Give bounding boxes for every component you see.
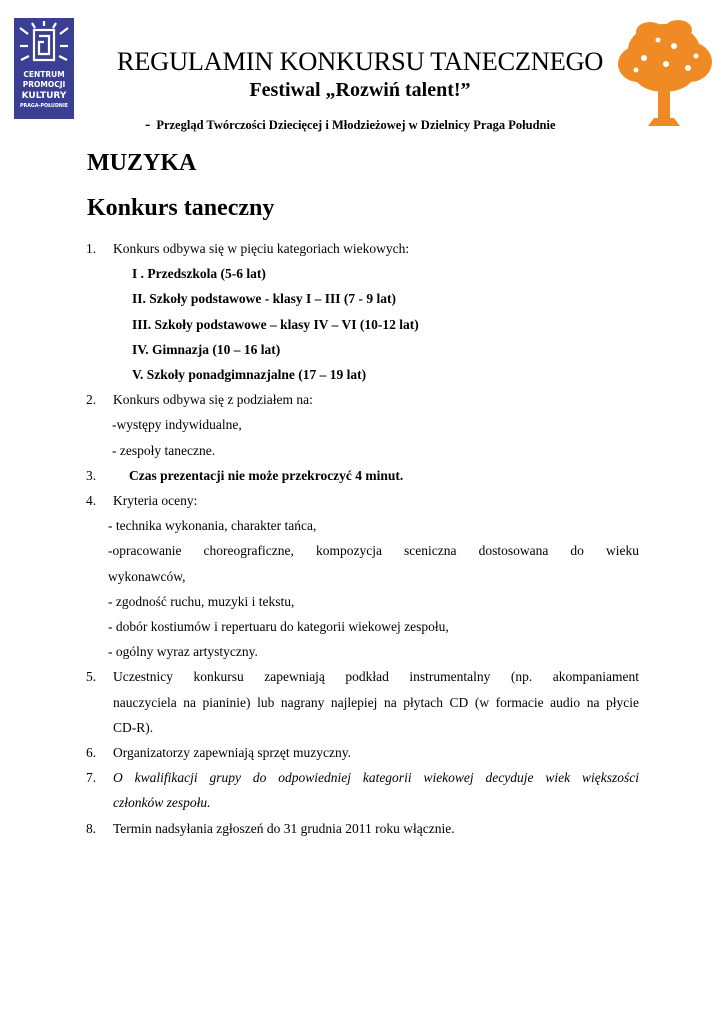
criterion: - technika wykonania, charakter tańca, bbox=[108, 518, 317, 534]
category: IV. Gimnazja (10 – 16 lat) bbox=[132, 341, 281, 357]
item-number: 5. bbox=[86, 669, 97, 685]
list-item bbox=[86, 816, 639, 841]
list-item bbox=[86, 387, 639, 412]
item-text: Czas prezentacji nie może przekroczyć 4 minut. bbox=[129, 467, 404, 483]
logo-line-2: PROMOCJI bbox=[22, 80, 66, 89]
item-text: Konkurs odbywa się w pięciu kategoriach wiekowych: bbox=[113, 241, 410, 256]
festival-subtitle: Festiwal „Rozwiń talent!” bbox=[249, 79, 471, 101]
list-item bbox=[86, 488, 639, 513]
centrum-promocji-kultury-logo bbox=[14, 18, 74, 119]
logo-line-4: PRAGA-POŁUDNIE bbox=[19, 104, 69, 109]
category: II. Szkoły podstawowe - klasy I – III (7 - 9 lat) bbox=[132, 291, 397, 307]
section-title: MUZYKA bbox=[87, 150, 197, 176]
item-number: 6. bbox=[86, 745, 97, 761]
item-number: 8. bbox=[86, 820, 97, 836]
item-number: 2. bbox=[86, 392, 97, 408]
contest-title: Konkurs taneczny bbox=[87, 195, 275, 221]
list-item bbox=[86, 236, 639, 261]
review-line bbox=[145, 116, 556, 134]
item-text: Kryteria oceny: bbox=[113, 493, 198, 509]
criterion: - zgodność ruchu, muzyki i tekstu, bbox=[108, 593, 295, 609]
review-dash: - bbox=[145, 116, 151, 133]
list-item bbox=[86, 664, 639, 740]
category: III. Szkoły podstawowe – klasy IV – VI (10-12 lat) bbox=[132, 316, 419, 332]
rules-list bbox=[86, 236, 639, 841]
logo-line-1: CENTRUM bbox=[23, 70, 65, 79]
item-number: 1. bbox=[86, 241, 97, 256]
category: I . Przedszkola (5-6 lat) bbox=[132, 266, 266, 282]
criterion: -opracowanie choreograficzne, kompozycja sceniczna dostosowana do wieku bbox=[108, 543, 639, 559]
list-item bbox=[86, 463, 639, 488]
review-text: Przegląd Twórczości Dziecięcej i Młodzieżowej w Dzielnicy Praga Południe bbox=[156, 118, 556, 132]
item-text: Organizatorzy zapewniają sprzęt muzyczny. bbox=[113, 745, 352, 761]
list-item bbox=[86, 765, 639, 815]
item-text: Konkurs odbywa się z podziałem na: bbox=[113, 392, 313, 408]
item-text: Uczestnicy konkursu zapewniają podkład instrumentalny (np. akompaniament bbox=[113, 669, 639, 685]
item-number: 7. bbox=[86, 770, 97, 786]
logo-line-3: KULTURY bbox=[21, 91, 67, 101]
list-item bbox=[86, 740, 639, 765]
item-text: CD-R). bbox=[113, 719, 154, 735]
criterion: wykonawców, bbox=[108, 568, 186, 584]
criterion: - ogólny wyraz artystyczny. bbox=[108, 644, 258, 660]
item-number: 4. bbox=[86, 493, 97, 509]
page-title: REGULAMIN KONKURSU TANECZNEGO bbox=[116, 46, 604, 76]
item-text: O kwalifikacji grupy do odpowiedniej kategorii wiekowej decyduje wiek większości bbox=[113, 770, 639, 786]
item-text: członków zespołu. bbox=[113, 795, 211, 811]
sub-item: - zespoły taneczne. bbox=[112, 442, 216, 458]
item-text: nauczyciela na pianinie) lub nagrany najlepiej na płytach CD (w formacie audio na płycie bbox=[113, 694, 639, 710]
item-text: Termin nadsyłania zgłoszeń do 31 grudnia 2011 roku włącznie. bbox=[113, 820, 455, 836]
sub-item: -występy indywidualne, bbox=[112, 417, 242, 433]
category: V. Szkoły ponadgimnazjalne (17 – 19 lat) bbox=[132, 367, 367, 383]
item-number: 3. bbox=[86, 467, 97, 483]
criterion: - dobór kostiumów i repertuaru do kategorii wiekowej zespołu, bbox=[108, 619, 449, 635]
